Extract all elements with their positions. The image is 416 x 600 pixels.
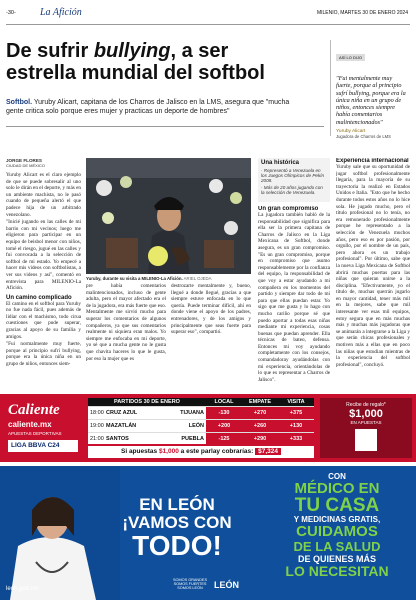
leon-website[interactable]: leon.gob.mx: [6, 586, 39, 592]
byline-place: CIUDAD DE MÉXICO: [6, 163, 45, 168]
info-box-title: Una histórica: [261, 160, 300, 166]
column-1: Yuruby Alicart es el claro ejemplo de que se puede sobresalir al uno solo le dirán en el deporte, y más en un ambiente machista, no le pasó cuando de pequeña alertó el que padece hija de un arbitrado venezolano. "Inicié jugando en las calles de mi barrio con mi vecinos; luego me eligieron para participar en un equipo de beisbol menor con niños, tomé el riesgo, jugué en las calles y fui convocada a la selección de softbol de mi estado. Yo empecé a hacer mis videos con softbolistas, a ver sus videos y así", comentó en entrevista para MILENIO-La Afición. Un camino complicado El camino en el softbol para Yuruby no fue nada fácil, pues además de lidiar con el machismo, todo cirua cuestiones que pude superar, gracias al apoyo de su familia y amigos. "Fui normalmente muy fuerte, porque al principio sufrí bullying, porque era la única niña en un grupo de niños, entonces siem-: [6, 172, 81, 368]
pull-quote: [336, 44, 408, 139]
odds-cell-time: 18:00: [90, 410, 104, 416]
odds-cell-v[interactable]: +130: [278, 420, 314, 432]
odds-cell-l[interactable]: -125: [206, 433, 242, 445]
parlay-banner: Si apuestas $1,000 a este parlay cobrarías: $7,324: [88, 446, 314, 458]
liga-badge: LIGA BBVA C24: [8, 440, 78, 452]
subhead-compromiso: Un gran compromiso: [258, 206, 319, 212]
odds-cell-time: 19:00: [90, 423, 104, 429]
subhead-experiencia: Experiencia internacional: [336, 158, 409, 164]
odds-cell-home: CRUZ AZUL: [106, 410, 138, 416]
deck: Softbol. Yuruby Alicart, capitana de los Charros de Jalisco en la LMS, asegura que "mucha gente critica solo porque eres mujer y practicas un deporte de hombres": [6, 99, 290, 115]
header-rule: [6, 24, 410, 25]
odds-cell-away: TIJUANA: [180, 410, 204, 416]
quote-tag: ASÍ LO DIJO: [336, 54, 365, 61]
quote-divider: [330, 40, 331, 136]
odds-row[interactable]: [88, 406, 314, 419]
photo-caption: Yuruby, durante su visita a MILENIO-La Afición. ARIEL OJEDA: [86, 276, 212, 281]
byline-name: JORGE FLORES: [6, 158, 42, 163]
caliente-ad[interactable]: Caliente caliente.mx APUESTAS DEPORTIVAS LIGA BBVA C24 PARTIDOS 30 DE ENERO LOCAL EMPATE VISITA 18:00 CRUZ AZUL TIJUANA -130 +270 +375 19:00 MAZATLÁN LEÓN +200 +260 +130 21:00 SANTOS PUEBLA -125 +290 +333 Si apuestas $1,000 a este parlay cobrarías: $7,324 Recibe de regalo* $1,000 EN APUESTAS: [0, 394, 416, 462]
deck-rule: [6, 126, 324, 127]
promo-box: Recibe de regalo* $1,000 EN APUESTAS: [320, 398, 412, 458]
qr-code-icon: [355, 429, 377, 451]
odds-cell-home: MAZATLÁN: [106, 423, 137, 429]
doctor-illustration: [0, 466, 120, 600]
caliente-site: caliente.mx: [8, 420, 52, 429]
column-3: destrozarte mentalmente y, bueno, llegué a donde llegué, gracias a que siempre estuve enfocada en lo que quería. Puede terminar difícil, ahí en donde viene el apoyo de los padres, entrenadores, y de los amigos y principalmente que seas fuerte para superar eso", compartió.: [171, 283, 251, 336]
odds-cell-v[interactable]: +333: [278, 433, 314, 445]
article-photo: [86, 158, 251, 274]
odds-cell-e[interactable]: +270: [242, 407, 278, 419]
leon-headline: CON MÉDICO EN TU CASA Y MEDICINAS GRATIS, CUIDAMOS DE LA SALUD DE QUIENES MÁS LO NECESITAN: [285, 472, 389, 579]
quote-role: Jugadora de Charros de LMS: [336, 134, 391, 140]
odds-cell-away: PUEBLA: [181, 436, 204, 442]
headline: De sufrir bullying, a ser estrella mundial del softbol: [6, 40, 265, 84]
leon-logo: LEÓN: [214, 580, 240, 590]
odds-cell-l[interactable]: -130: [206, 407, 242, 419]
odds-rows: [88, 406, 314, 445]
subhead-camino: Un camino complicado: [6, 294, 72, 301]
odds-cell-l[interactable]: +200: [206, 420, 242, 432]
odds-cell-e[interactable]: +260: [242, 420, 278, 432]
odds-cell-v[interactable]: +375: [278, 407, 314, 419]
odds-row[interactable]: [88, 432, 314, 445]
issue-date: MILENIO, MARTES 30 DE ENERO 2024: [316, 10, 408, 16]
column-5: Experiencia internacional Yuruby sale que su oportunidad de jugar softbol profesionalmente llegaría, para la mayoría de su trayectoria la realizó en Estados Unidos e Italia. "Esto que he hecho durante todos estos años no lo hice sola. He jugado mucho, pero el título profesional no lo tenía, no era remunerado profesionalmente porque he representado a la selección de Venezuela muchos años, pero eso es por pasión, por orgullo, por el nombre de un país, pero ahora es un trabajo profesional". Por último, sabe que la nueva Liga Mexicana de Softbol abrirá muchas puertas para las niñas que quieran unirse a la disciplina. "Efectivamente, yo el título de, muchas querrán jugarlo en mayor cantidad, tener más mil en la mejores, sabe que mil interesante ver esas mil equipos, estoy segura que en más muchas más y muchas más jugadoras que se animarán a integrarse a la Liga y que serán chicas profesionales y motiven más a ellas que en poco las niñas que estudian mientras de la experiencia del softbol profesional", concluyó.: [336, 158, 410, 368]
page-number: -30-: [6, 10, 16, 16]
quote-text: "Fui mentalmente muy fuerte, porque al principio sufrí bullying, porque era la única niña en un grupo de niños, entonces siempre había comentarios malintencionados": [336, 75, 406, 126]
odds-cell-away: LEÓN: [188, 423, 204, 429]
column-2: pre había comentarios malintencionados, incluso de gente adulta, pero el mayor afectado era el de la jugadora, era más fuerte que eso. Mentalmente me sirvió mucho para superar los comentarios de algunos compañeros, ya que sus comentarios realmente ni siquiera eran malos. Yo siempre me enfocaba en mi deporte, yo sé que a mucha gente no le gusta que chavita haceres lo que le gusta, por eso la mujer que es: [86, 283, 166, 362]
leon-slogan: EN LEÓN ¡VAMOS CON TODO!: [122, 495, 232, 561]
odds-cell-home: SANTOS: [106, 436, 129, 442]
softball-player-photo: [86, 158, 251, 274]
leon-ad[interactable]: EN LEÓN ¡VAMOS CON TODO! leon.gob.mx SOMOS GRANDES SOMOS FUERTES SOMOS LEÓN LEÓN CON MÉDICO EN TU CASA Y MEDICINAS GRATIS, CUIDAMOS DE LA SALUD DE QUIENES MÁS LO NECESITAN: [0, 466, 416, 600]
column-4: Un gran compromiso La jugadora también habló de la responsabilidad que significa para ella ser la primera capitana de Charros de Jalisco en la Liga Mexicana de Softbol, donde asegura, es un gran compromiso. "Es un gran compromiso, porque en compromiso que asumo responsablemente por la confianza del equipo, la responsabilidad de que voy a estar ayudando a mi compañera en los momentos del partido y siempre dar todo de mi para que ellas puedan estar. Yo sigo que me gusta y lo hago con mucho cariño porque sé que puedo aportar a todas esas niñas mediante mi experiencia, cosas buenas que puedan aprender. Ella técnicas de bateo, defensa. Entonces mi voy ayudando completamente con los consejos, comandadoray ayudándolas con mi experiencia, orientándolas de lo que es representar a Charros de Jalisco".: [258, 206, 330, 383]
odds-cell-time: 21:00: [90, 436, 104, 442]
odds-table: PARTIDOS 30 DE ENERO LOCAL EMPATE VISITA 18:00 CRUZ AZUL TIJUANA -130 +270 +375 19:00 MAZATLÁN LEÓN +200 +260 +130 21:00 SANTOS PUEBLA -125 +290 +333: [88, 398, 314, 444]
quote-author: Yuruby Alicart: [336, 129, 366, 135]
info-box: Una histórica · Representó a Venezuela en los Juegos Olímpicos de Pekín 2008. · Más de 20 años jugando con la selección de Venezuela.: [258, 158, 330, 202]
caliente-logo: Caliente: [8, 402, 60, 418]
section-title: La Afición: [40, 7, 82, 18]
odds-row[interactable]: [88, 419, 314, 432]
odds-cell-e[interactable]: +290: [242, 433, 278, 445]
